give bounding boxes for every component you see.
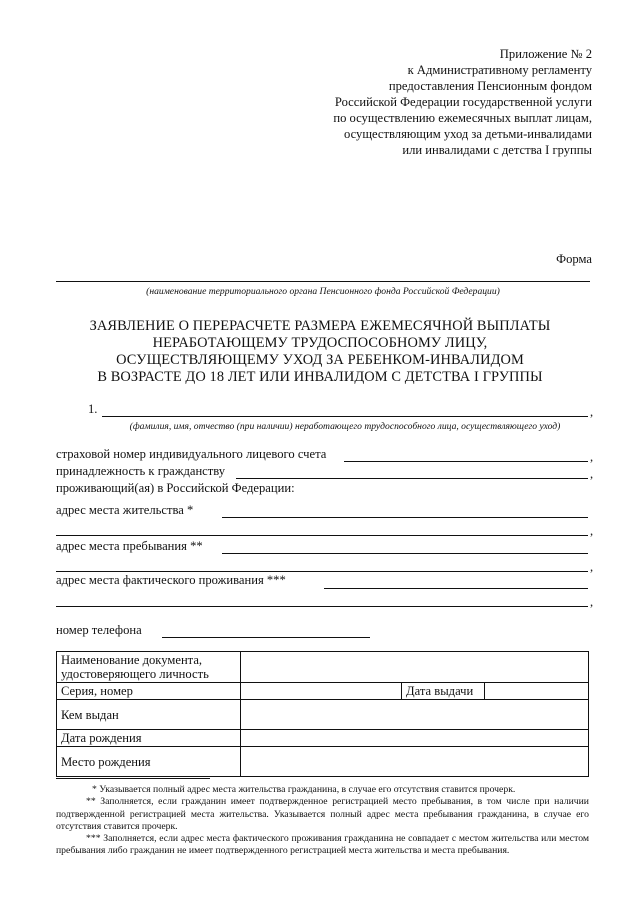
phone-field[interactable] (162, 637, 370, 638)
comma: , (590, 405, 594, 419)
table-row (57, 747, 589, 777)
table-row (57, 652, 589, 683)
document-title (60, 318, 580, 386)
doc-name-field[interactable] (241, 652, 589, 683)
id-document-table (56, 651, 589, 777)
snils-label: страховой номер индивидуального лицевого счета (56, 447, 327, 461)
footnote-2: ** Заполняется, если гражданин имеет подтвержденное регистрацией место пребывания, в том числе при наличии подтвержденной регистрацией места жительства. Указывается полный адрес места пребывания гражданина, в случае его отсутствия ставится прочерк. (56, 796, 589, 832)
appendix-line: Российской Федерации государственной услуги (334, 95, 592, 109)
fullname-field[interactable] (102, 416, 588, 417)
title-line: ЗАЯВЛЕНИЕ О ПЕРЕРАСЧЕТЕ РАЗМЕРА ЕЖЕМЕСЯЧНОЙ ВЫПЛАТЫ (89, 318, 551, 334)
appendix-line: по осуществлению ежемесячных выплат лицам, (333, 111, 592, 125)
issued-by-field[interactable] (241, 700, 589, 730)
comma: , (590, 595, 594, 609)
footnote-separator (56, 778, 210, 779)
footnote-1: * Указывается полный адрес места жительства гражданина, в случае его отсутствия ставится прочерк. (92, 784, 516, 795)
appendix-header (262, 46, 592, 158)
snils-field[interactable] (344, 461, 588, 462)
address-actual-label: адрес места фактического проживания *** (56, 573, 286, 587)
authority-field[interactable] (56, 281, 590, 282)
address-stay-field-line2[interactable] (56, 571, 588, 572)
address-registration-field-line2[interactable] (56, 535, 588, 536)
authority-caption: (наименование территориального органа Пенсионного фонда Российской Федерации) (146, 286, 500, 297)
issue-date-field[interactable] (485, 683, 589, 700)
footnotes (56, 784, 589, 858)
table-row (57, 730, 589, 747)
doc-name-label: Наименование документа, удостоверяющего личность (57, 652, 241, 683)
birth-place-label: Место рождения (57, 747, 241, 777)
address-stay-label: адрес места пребывания ** (56, 539, 203, 553)
title-line: В ВОЗРАСТЕ ДО 18 ЛЕТ ИЛИ ИНВАЛИДОМ С ДЕТСТВА I ГРУППЫ (97, 369, 543, 385)
phone-label: номер телефона (56, 623, 142, 637)
appendix-line: осуществляющим уход за детьми-инвалидами (343, 127, 592, 141)
address-stay-field[interactable] (222, 553, 588, 554)
citizenship-field[interactable] (236, 478, 588, 479)
address-actual-field-line2[interactable] (56, 606, 588, 607)
series-label: Серия, номер (57, 683, 241, 700)
residence-label: проживающий(ая) в Российской Федерации: (56, 481, 295, 495)
comma: , (590, 560, 594, 574)
comma: , (590, 467, 594, 481)
birth-date-field[interactable] (241, 730, 589, 747)
footnote-3: *** Заполняется, если адрес места фактического проживания гражданина не совпадает с местом жительства или местом пребывания либо гражданин не имеет подтвержденного регистрацией места жительства и места пребывания. (56, 833, 589, 857)
comma: , (590, 524, 594, 538)
table-row (57, 700, 589, 730)
birth-place-field[interactable] (241, 747, 589, 777)
issued-by-label: Кем выдан (57, 700, 241, 730)
title-line: ОСУЩЕСТВЛЯЮЩЕМУ УХОД ЗА РЕБЕНКОМ-ИНВАЛИДОМ (116, 352, 524, 368)
birth-date-label: Дата рождения (57, 730, 241, 747)
issue-date-label: Дата выдачи (402, 683, 485, 700)
comma: , (590, 450, 594, 464)
form-label: Форма (556, 252, 592, 266)
fullname-caption: (фамилия, имя, отчество (при наличии) неработающего трудоспособного лица, осуществляющего уход) (129, 421, 561, 432)
title-line: НЕРАБОТАЮЩЕМУ ТРУДОСПОСОБНОМУ ЛИЦУ, (152, 335, 488, 351)
appendix-line: предоставления Пенсионным фондом (388, 79, 592, 93)
address-registration-field[interactable] (222, 517, 588, 518)
appendix-line: к Административному регламенту (407, 63, 592, 77)
appendix-line: или инвалидами с детства I группы (402, 143, 592, 157)
address-actual-field[interactable] (324, 588, 588, 589)
series-field[interactable] (241, 683, 402, 700)
appendix-line: Приложение № 2 (499, 47, 592, 61)
address-registration-label: адрес места жительства * (56, 503, 194, 517)
section-number: 1. (88, 402, 98, 416)
table-row (57, 683, 589, 700)
citizenship-label: принадлежность к гражданству (56, 464, 226, 478)
